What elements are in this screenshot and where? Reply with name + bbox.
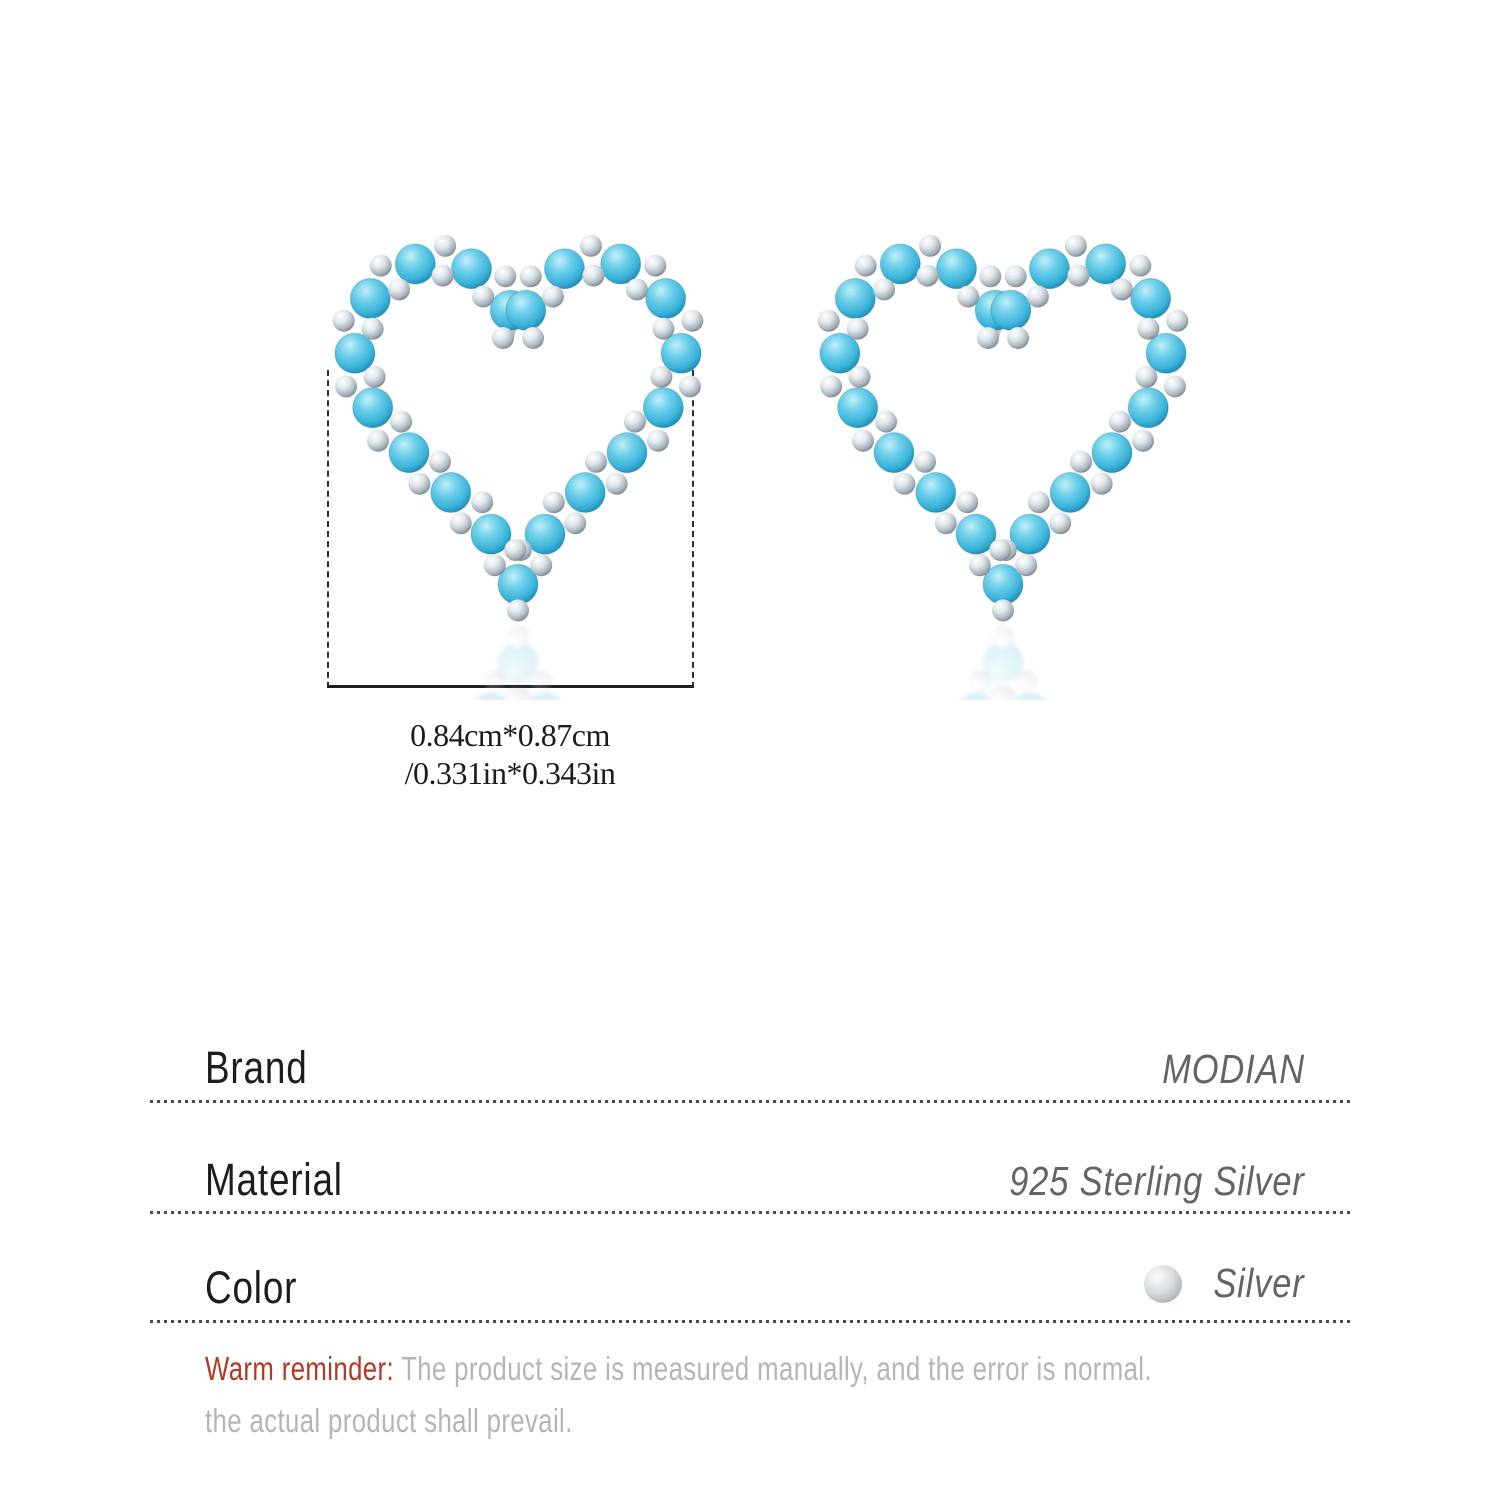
row-separator (150, 1320, 1350, 1323)
warm-reminder-line2: the actual product shall prevail. (205, 1402, 573, 1439)
spec-row-material (150, 1154, 1350, 1206)
size-caption-cm: 0.84cm*0.87cm (410, 717, 610, 753)
silver-swatch-icon (1144, 1265, 1182, 1303)
spec-row-brand (150, 1042, 1350, 1094)
size-caption (320, 716, 700, 792)
brand-value: MODIAN (1162, 1046, 1305, 1092)
earring-left-photo (318, 230, 718, 700)
row-separator (150, 1100, 1350, 1103)
color-value-group (1144, 1260, 1305, 1307)
material-label: Material (205, 1154, 343, 1205)
warm-reminder-text: The product size is measured manually, and the error is normal. (394, 1350, 1152, 1387)
warm-reminder-prefix: Warm reminder: (205, 1350, 395, 1387)
brand-label: Brand (205, 1042, 308, 1093)
earring-right-photo (803, 230, 1203, 700)
spec-row-color (150, 1260, 1350, 1314)
size-caption-inch: /0.331in*0.343in (404, 755, 616, 791)
color-value: Silver (1213, 1260, 1305, 1306)
color-label: Color (205, 1261, 298, 1313)
material-value: 925 Sterling Silver (1009, 1158, 1305, 1204)
row-separator (150, 1211, 1350, 1214)
warm-reminder-line1 (205, 1350, 1500, 1388)
